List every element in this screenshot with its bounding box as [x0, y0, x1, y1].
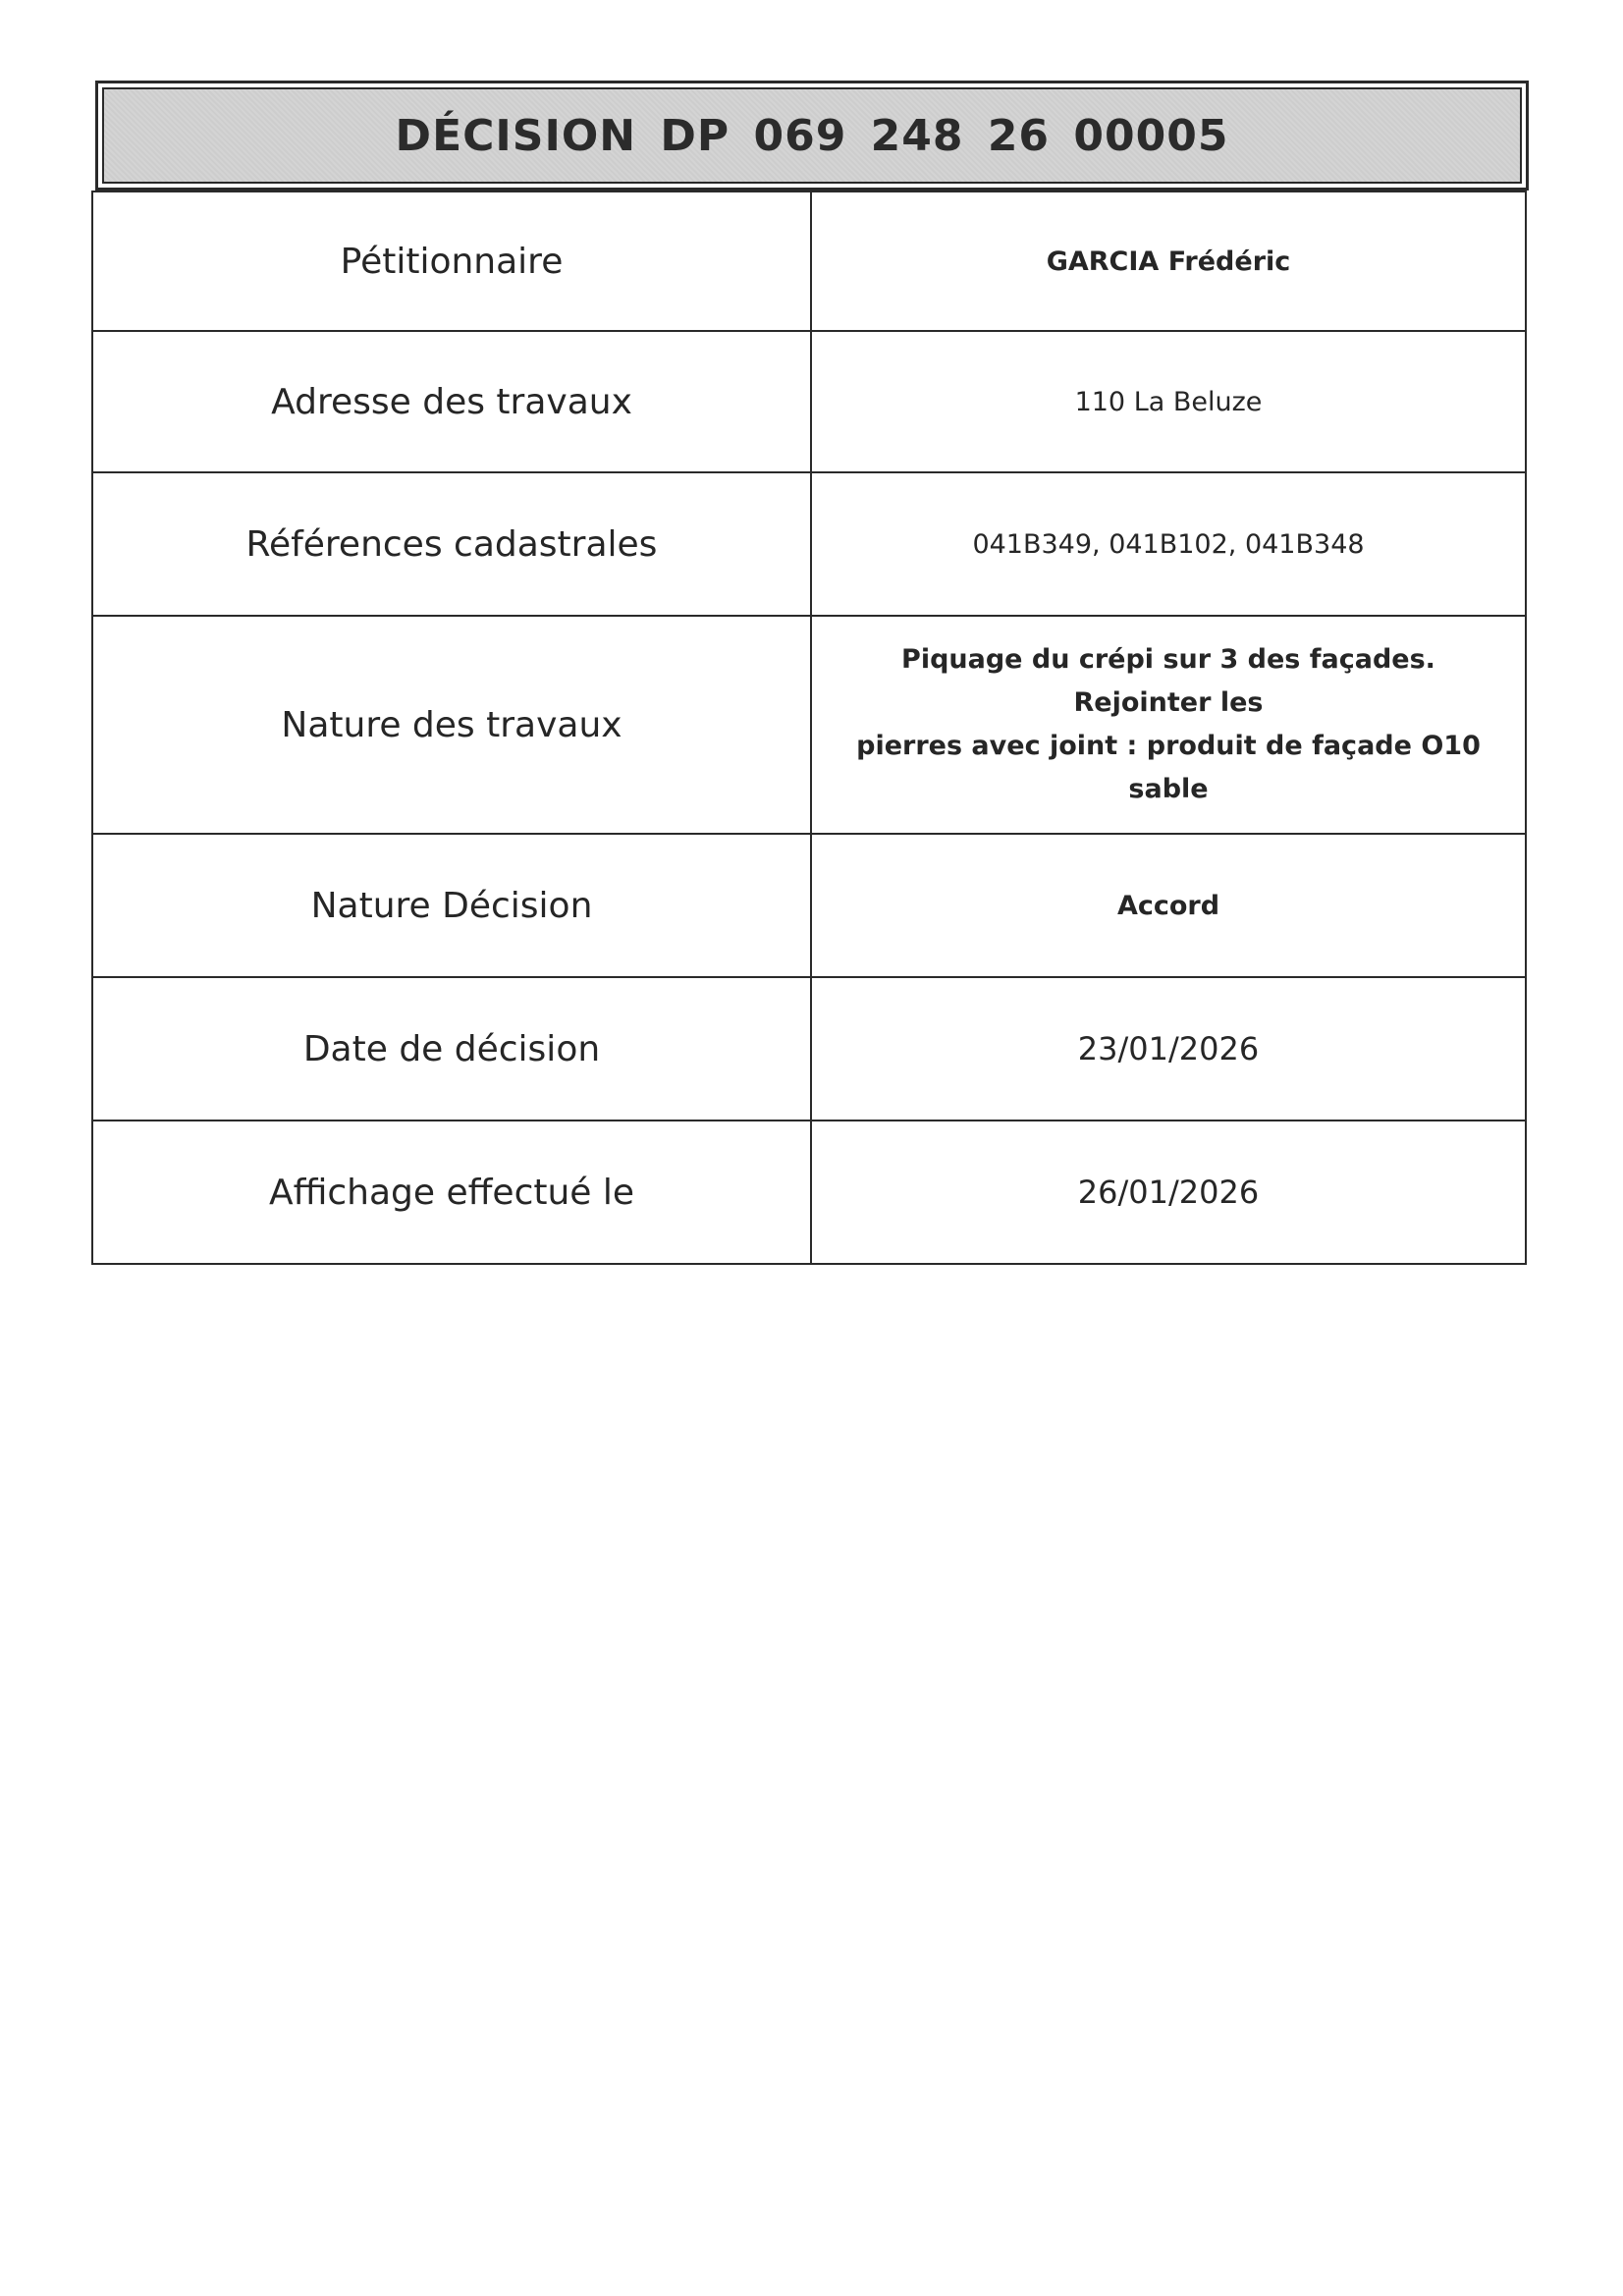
table-row	[92, 191, 1526, 331]
row-label-affichage: Affichage effectué le	[92, 1121, 811, 1264]
decision-table	[91, 191, 1527, 1265]
row-label-petitionnaire: Pétitionnaire	[92, 191, 811, 331]
row-value-nature-decision: Accord	[811, 834, 1526, 977]
title-box	[95, 81, 1529, 191]
table-row	[92, 977, 1526, 1121]
nature-travaux-line-2: pierres avec joint : produit de façade O10 sable	[856, 731, 1481, 804]
table-row	[92, 472, 1526, 616]
table-row	[92, 1121, 1526, 1264]
table-row	[92, 834, 1526, 977]
row-label-nature-decision: Nature Décision	[92, 834, 811, 977]
table-row	[92, 331, 1526, 472]
row-label-date-decision: Date de décision	[92, 977, 811, 1121]
row-value-petitionnaire: GARCIA Frédéric	[811, 191, 1526, 331]
table-row	[92, 616, 1526, 834]
row-value-affichage: 26/01/2026	[811, 1121, 1526, 1264]
row-label-nature-travaux: Nature des travaux	[92, 616, 811, 834]
row-value-references: 041B349, 041B102, 041B348	[811, 472, 1526, 616]
title-banner	[102, 87, 1522, 184]
document-title: DÉCISION DP 069 248 26 00005	[395, 110, 1229, 161]
nature-travaux-line-1: Piquage du crépi sur 3 des façades. Rejointer les	[901, 644, 1435, 718]
row-value-date-decision: 23/01/2026	[811, 977, 1526, 1121]
row-label-references: Références cadastrales	[92, 472, 811, 616]
row-label-adresse: Adresse des travaux	[92, 331, 811, 472]
row-value-nature-travaux	[811, 616, 1526, 834]
row-value-adresse: 110 La Beluze	[811, 331, 1526, 472]
